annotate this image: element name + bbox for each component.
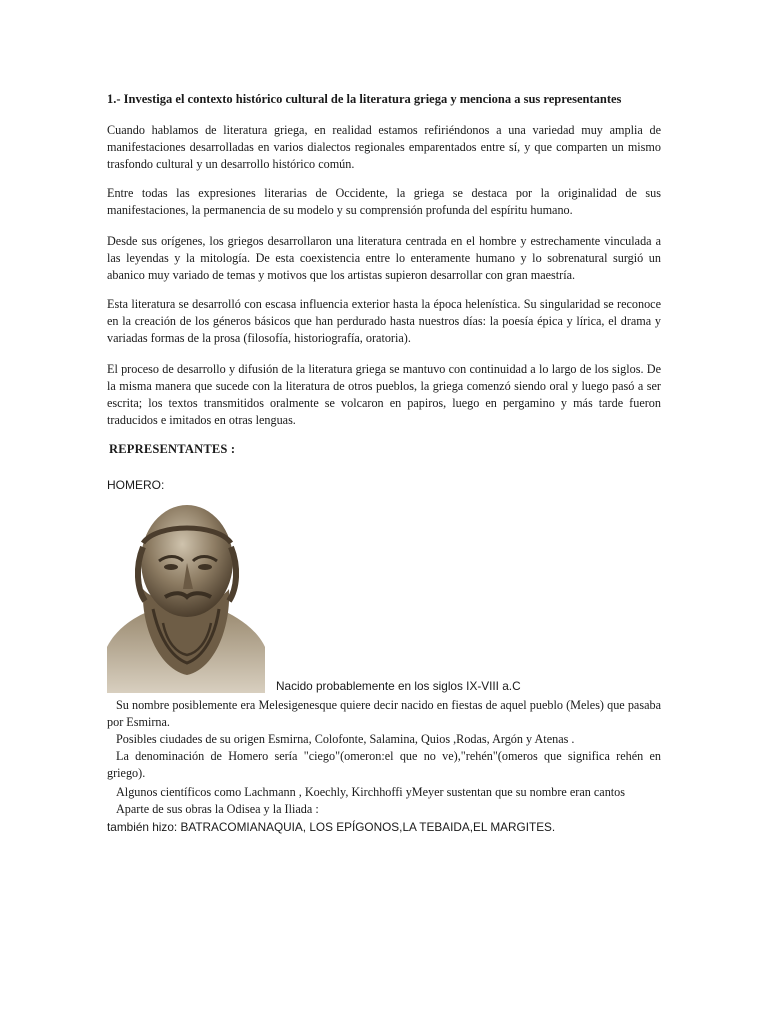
homero-nombre: Su nombre posiblemente era Melesigenesque quiere decir nacido en fiestas de aquel pueblo (Meles) que pasaba por Esmirna. [107,698,661,729]
homero-cientificos: Algunos científicos como Lachmann , Koechly, Kirchhoffi yMeyer sustentan que su nombre eran cantos [116,785,626,799]
paragraph-2: Entre todas las expresiones literarias de Occidente, la griega se destaca por la originalidad de sus manifestaciones, la permanencia de su modelo y su comprensión profunda del espíritu humano. [107,186,661,217]
paragraph-5: El proceso de desarrollo y difusión de la literatura griega se mantuvo con continuidad a lo largo de los siglos. De la misma manera que sucede con la literatura de otros pueblos, la griega comenzó siendo oral y luego pasó a ser escrita; los textos transmitidos oralmente se volcaron en papiros, luego en pergamino y más tarde fueron traducidos e imitados en otras lenguas. [107,362,661,427]
homero-ciudades: Posibles ciudades de su origen Esmirna, Colofonte, Salamina, Quios ,Rodas, Argón y Atenas . [116,732,575,746]
homero-obras: Aparte de sus obras la Odisea y la Iliada : [116,802,319,816]
homero-denominacion: La denominación de Homero sería "ciego"(omeron:el que no ve),"rehén"(omeros que significa rehén en griego). [107,749,661,780]
homero-label: HOMERO: [107,478,165,492]
tambien-prefix: también hizo: [107,820,181,834]
paragraph-4: Esta literatura se desarrolló con escasa influencia exterior hasta la época helenística. Su singularidad se reconoce en la creación de los géneros básicos que han perdurado hasta nuestros días: la poesía épica y lírica, el drama y variadas formas de la prosa (filosofía, historiografía, oratoria). [107,297,661,345]
representantes-heading: REPRESENTANTES : [109,442,236,456]
question-heading: 1.- Investiga el contexto histórico cultural de la literatura griega y menciona a sus representantes [107,92,622,106]
homero-nacido: Nacido probablemente en los siglos IX-VIII a.C [276,679,521,693]
paragraph-3: Desde sus orígenes, los griegos desarrollaron una literatura centrada en el hombre y estrechamente vinculada a las leyendas y la mitología. De esta coexistencia entre lo enteramente humano y lo sobrenatural surgió un abanico muy variado de temas y motivos que los artistas supieron desarrollar con gran maestría. [107,234,661,282]
homer-bust-image [107,497,265,693]
paragraph-1: Cuando hablamos de literatura griega, en realidad estamos refiriéndonos a una variedad muy amplia de manifestaciones desarrolladas en varios dialectos regionales emparentados entre sí, y que comparten un mismo trasfondo cultural y un desarrollo histórico común. [107,123,661,171]
homero-tambien-hizo [107,819,555,836]
tambien-obras: BATRACOMIANAQUIA, LOS EPÍGONOS,LA TEBAIDA,EL MARGITES. [180,820,556,834]
homer-bust-illustration [107,497,265,693]
